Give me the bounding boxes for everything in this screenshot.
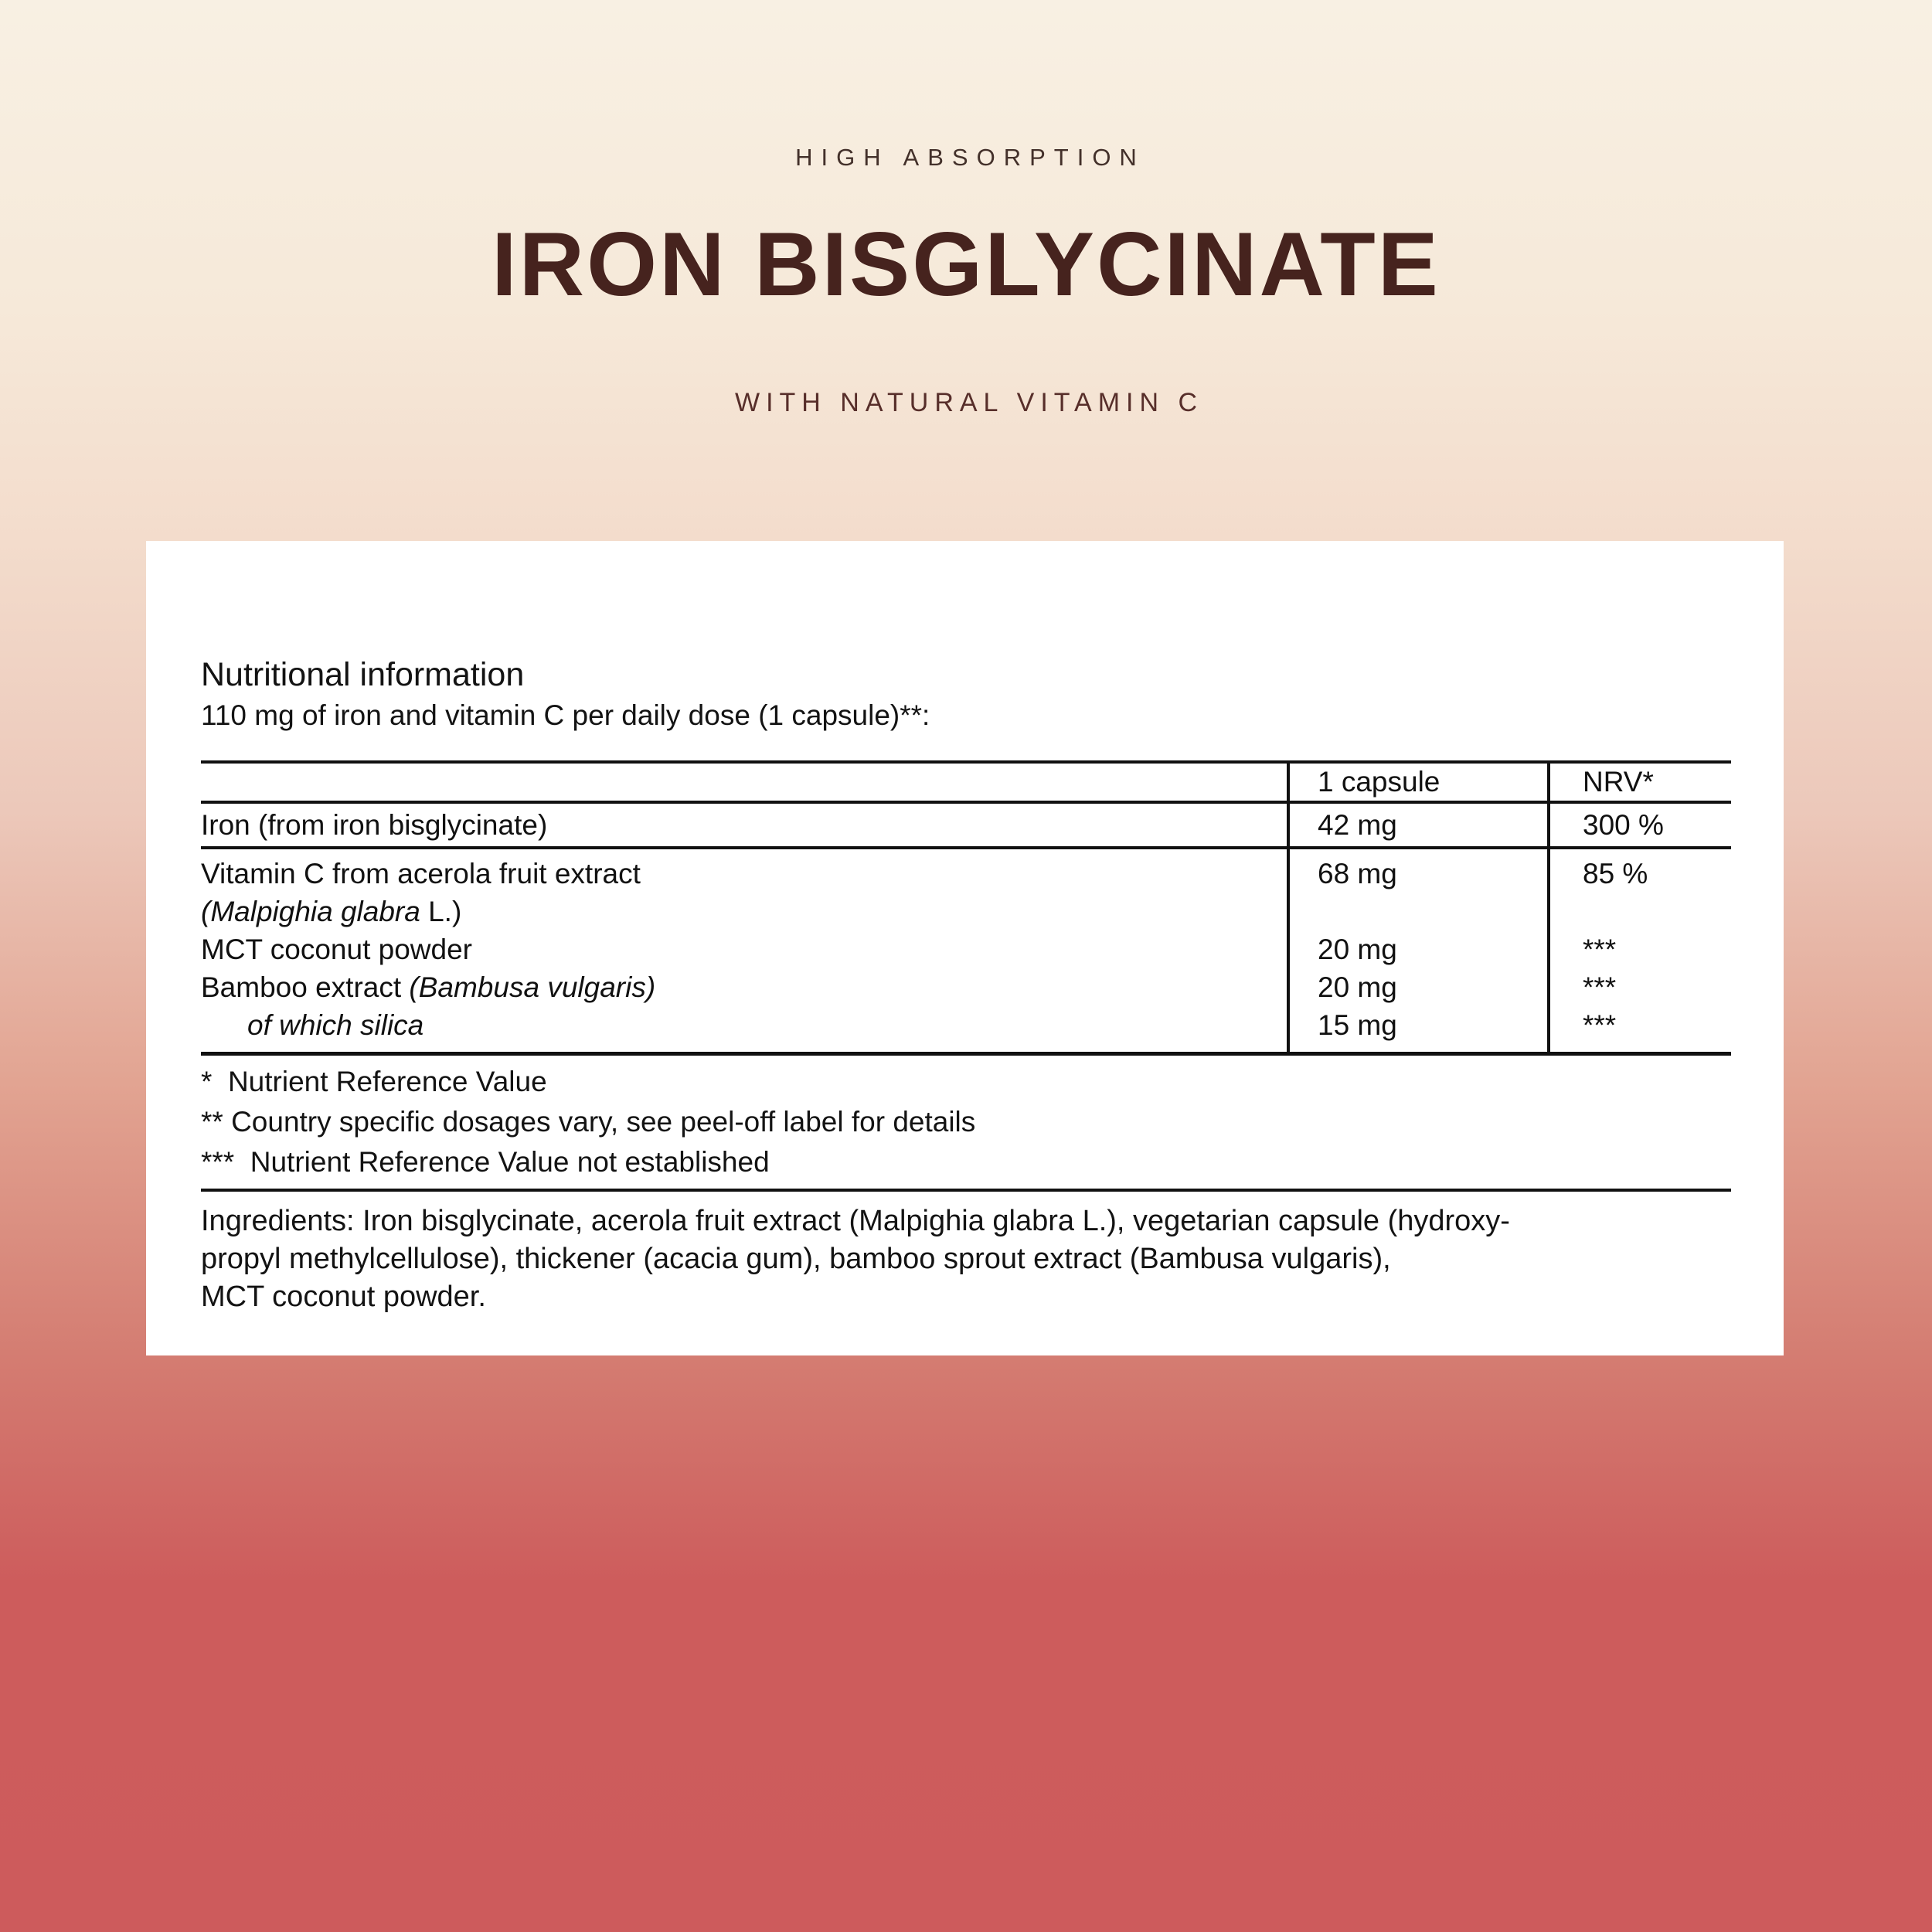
table-row-vitaminc-group <box>201 848 1731 1054</box>
ingredients-line: MCT coconut powder. <box>201 1281 486 1313</box>
nutrient-name-silica <box>201 1006 1287 1044</box>
footnote-not-established: *** Nutrient Reference Value not established <box>201 1146 770 1178</box>
bamboo-name-plain: Bamboo extract <box>201 971 410 1003</box>
nutrient-name-latin-acerola <box>201 893 1287 930</box>
nutrition-card <box>146 541 1784 1355</box>
nutrient-name-mct: MCT coconut powder <box>201 934 472 965</box>
product-title: IRON BISGLYCINATE <box>492 213 1440 315</box>
dose-line: 110 mg of iron and vitamin C per daily dose (1 capsule)**: <box>201 699 930 731</box>
nutrient-name-vitaminc: Vitamin C from acerola fruit extract <box>201 858 641 889</box>
nutrition-heading: Nutritional information <box>201 656 525 693</box>
silica-italic: of which silica <box>247 1009 424 1041</box>
amount-bamboo: 20 mg <box>1318 971 1397 1003</box>
latin-name-italic: (Malpighia glabra <box>201 896 420 927</box>
nutrient-amounts-group <box>1288 848 1549 1054</box>
nutrient-nrvs-group <box>1549 848 1731 1054</box>
amount-silica: 15 mg <box>1318 1009 1397 1041</box>
amount-spacer <box>1318 893 1547 930</box>
column-header-capsule: 1 capsule <box>1288 762 1549 802</box>
nutrient-amount-iron: 42 mg <box>1288 802 1549 848</box>
table-header-row <box>201 762 1731 802</box>
amount-mct: 20 mg <box>1318 934 1397 965</box>
footnotes-block <box>201 1062 1731 1182</box>
ingredients-paragraph <box>201 1202 1731 1316</box>
nutrient-name-bamboo <box>201 968 1287 1006</box>
amount-vitaminc: 68 mg <box>1318 858 1397 889</box>
footnote-nrv: * Nutrient Reference Value <box>201 1066 547 1097</box>
nutrient-name-group <box>201 848 1288 1054</box>
table-row-iron <box>201 802 1731 848</box>
column-header-empty <box>201 762 1288 802</box>
eyebrow-text: HIGH ABSORPTION <box>795 144 1145 171</box>
subtitle-text: WITH NATURAL VITAMIN C <box>734 388 1204 417</box>
nrv-vitaminc: 85 % <box>1583 858 1648 889</box>
nrv-silica: *** <box>1583 1009 1617 1041</box>
nutrition-table <box>201 760 1731 1056</box>
latin-name-suffix: L.) <box>420 896 462 927</box>
column-header-nrv: NRV* <box>1549 762 1731 802</box>
nrv-mct: *** <box>1583 934 1617 965</box>
ingredients-line: Ingredients: Iron bisglycinate, acerola fruit extract (Malpighia glabra L.), vegetarian capsule (hydroxy- <box>201 1205 1510 1237</box>
nutrient-name-iron: Iron (from iron bisglycinate) <box>201 808 548 841</box>
bamboo-latin-italic: (Bambusa vulgaris) <box>409 971 656 1003</box>
nrv-bamboo: *** <box>1583 971 1617 1003</box>
ingredients-line: propyl methylcellulose), thickener (acacia gum), bamboo sprout extract (Bambusa vulgaris), <box>201 1243 1391 1275</box>
nutrient-nrv-iron: 300 % <box>1549 802 1731 848</box>
footnote-dosages: ** Country specific dosages vary, see peel-off label for details <box>201 1106 976 1138</box>
divider-line <box>201 1189 1731 1192</box>
nrv-spacer <box>1583 893 1731 930</box>
